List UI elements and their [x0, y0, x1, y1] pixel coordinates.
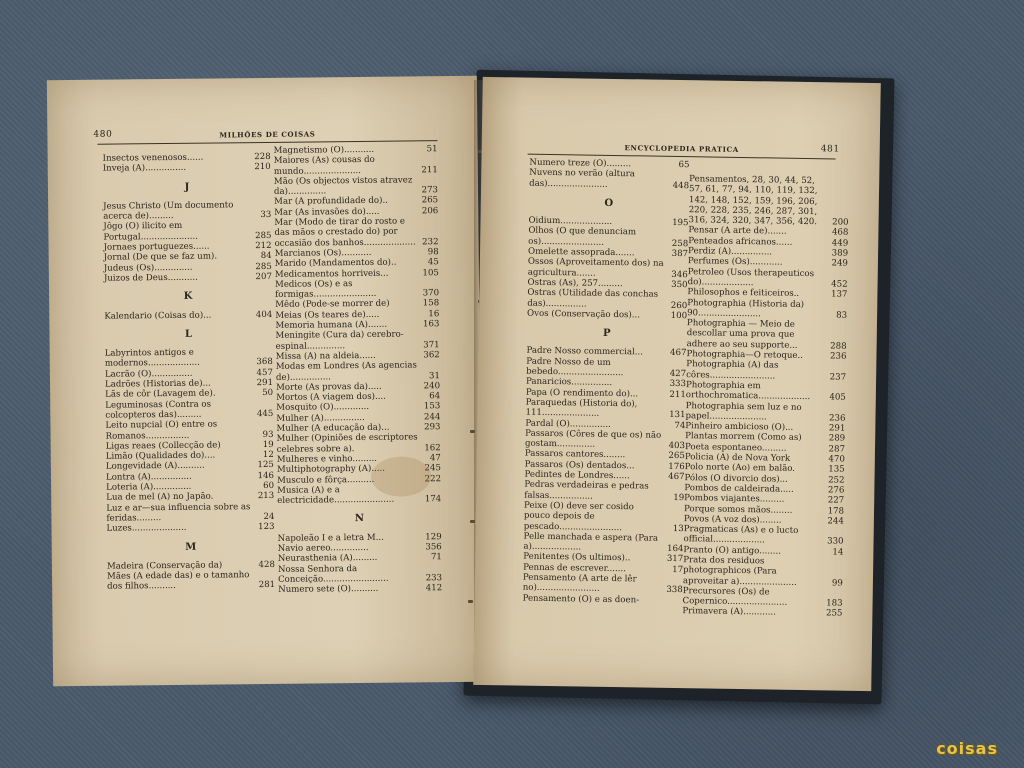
index-entry [107, 570, 275, 592]
index-entry-title: Plantas morrem (Como as) [685, 431, 802, 444]
left-index-column-2 [274, 144, 443, 595]
index-entry-page: 222 [424, 473, 442, 484]
index-entry [106, 502, 274, 524]
index-entry-page: 289 [828, 433, 846, 445]
index-entry-title: Passaros cantores........ [524, 449, 626, 461]
index-entry-title: Meningite (Cura da) cerebro-espinal.............. [275, 329, 404, 352]
index-entry-page: 362 [423, 350, 440, 361]
index-entry [524, 501, 684, 534]
index-entry-page: 452 [831, 279, 848, 290]
index-entry-title: Pranto (O) antigo........ [683, 544, 782, 557]
index-entry-page: 162 [424, 442, 441, 453]
index-entry-page: 65 [678, 159, 690, 171]
index-section-letter: O [604, 197, 614, 209]
index-entry-page: 16 [428, 308, 440, 320]
index-entry-page: 99 [831, 578, 843, 589]
index-entry-page: 207 [255, 271, 272, 283]
index-entry-page: 368 [256, 357, 273, 368]
index-entry-title: Mulher (A educação da)... [276, 422, 390, 434]
binding-stitch [470, 520, 475, 523]
index-section-letter: P [602, 327, 611, 340]
index-entry [527, 308, 687, 321]
index-entry-title: Penteados africanos...... [688, 235, 793, 248]
left-page-number: 480 [93, 129, 113, 140]
index-entry-title: Judeus (Os).............. [103, 262, 193, 274]
right-index-column-1 [523, 158, 690, 606]
index-entry-page: 93 [262, 429, 274, 440]
index-entry-page: 252 [828, 474, 845, 486]
index-entry [106, 522, 274, 534]
index-entry-title: Neurasthenia (A)......... [277, 553, 378, 565]
index-entry-title: Pensamento (A arte de lêr no)....................... [522, 572, 637, 595]
index-entry-page: 233 [425, 573, 443, 584]
index-entry-title: Ladrões (Historias de)... [104, 378, 211, 390]
index-entry-title: Lãs de côr (Lavagem de). [105, 388, 216, 401]
index-entry-page: 285 [255, 230, 272, 241]
index-entry-page: 17 [672, 564, 684, 575]
index-entry-page: 33 [260, 210, 272, 221]
index-entry-title: Nossa Senhora da Conceição........................ [277, 563, 389, 585]
index-entry-title: Pensamento (O) e as doen- [522, 593, 640, 606]
index-entry-page: 84 [260, 251, 272, 262]
index-entry-title: Mortos (A viagem dos).... [276, 391, 386, 404]
index-entry [683, 524, 843, 547]
index-entry-title: Numero sete (O).......... [278, 583, 379, 596]
index-entry-title: Povos (A voz dos)........ [683, 513, 782, 526]
index-entry-page: 227 [827, 495, 845, 506]
index-entry-title: Leguminosas (Contra os colcopteros das)......... [105, 399, 212, 421]
index-entry [686, 380, 846, 403]
index-entry-page: 13 [672, 523, 684, 534]
index-entry-page: 273 [421, 185, 439, 196]
index-entry-title: Peixe (O) deve ser cosido pouco depois de pescado....................... [523, 500, 634, 533]
index-entry-title: Limão (Qualidades do).... [105, 450, 216, 462]
index-entry-page: 346 [671, 269, 688, 280]
index-entry-page: 135 [828, 464, 845, 475]
index-entry-page: 276 [827, 485, 845, 496]
index-entry [274, 154, 438, 176]
index-entry-page: 428 [258, 559, 275, 570]
index-entry-page: 210 [254, 162, 271, 173]
index-entry-title: Mães (A edade das) e o tamanho dos filhos.......... [106, 570, 250, 593]
index-entry [523, 573, 683, 596]
index-entry-page: 200 [832, 217, 849, 228]
index-entry-title: Missa (A) na aldeia...... [275, 350, 376, 362]
index-entry-title: Madeira (Conservação da) [106, 560, 223, 572]
index-entry-page: 125 [257, 460, 274, 471]
index-entry-page: 387 [671, 248, 689, 260]
index-entry-title: Leito nupcial (O) entre os Romanos................ [105, 419, 218, 442]
index-entry [103, 162, 271, 174]
index-entry [275, 278, 439, 300]
index-entry-title: Ovos (Conservação dos)... [527, 308, 641, 321]
index-entry-title: Pardal (O)............... [525, 418, 611, 430]
index-entry-page: 288 [830, 341, 847, 352]
index-entry-page: 285 [255, 261, 272, 272]
index-entry-page: 338 [666, 585, 683, 596]
index-entry-title: Pedintes de Londres...... [524, 469, 630, 482]
index-entry-page: 350 [671, 279, 688, 291]
index-entry-page: 74 [674, 420, 686, 431]
index-entry [528, 226, 688, 249]
index-entry-title: Insectos venenosos...... [102, 152, 204, 164]
index-entry-title: Jesus Christo (Um documento acerca de)......... [103, 200, 234, 222]
index-entry-page: 164 [666, 543, 684, 555]
index-entry-title: Magnetismo (O)........... [273, 144, 375, 156]
index-entry-page: 236 [828, 413, 846, 424]
index-entry-title: Lua de mel (A) no Japão. [106, 491, 214, 503]
index-entry-page: 249 [831, 258, 848, 270]
index-entry-page: 412 [425, 583, 443, 594]
index-entry-title: Padre Nosso de um bebedo........................ [526, 356, 624, 379]
left-index-column-1 [103, 152, 276, 592]
index-entry-title: Pensamentos, 28, 30, 44, 52, 57, 61, 77, 94, 110, 119, 132, 142, 148, 152, 159, 196, 206, 220, 228, 235, 246, 287, 301, 316, 324, 320, 347, 356, 420. [688, 174, 818, 228]
index-entry-title: Mar (As invasões do)..... [274, 206, 380, 218]
index-entry-page: 468 [831, 227, 849, 239]
index-entry-page: 47 [429, 453, 441, 464]
index-section-letter: L [184, 328, 193, 340]
index-entry [275, 330, 439, 352]
index-entry-title: Perfumes (Os)............ [687, 256, 783, 269]
index-entry-page: 146 [257, 470, 275, 481]
watermark-logo: coisas [936, 739, 998, 758]
index-entry-page: 153 [423, 401, 441, 412]
index-entry-title: Perdiz (A)............... [688, 246, 773, 258]
index-section-letter: J [184, 181, 190, 193]
binding-stitch [470, 430, 475, 433]
index-entry-title: Papa (O rendimento do)... [525, 387, 639, 400]
index-entry-page: 83 [836, 310, 848, 321]
index-entry-title: Ligas reaes (Collecção de) [105, 440, 221, 452]
index-entry-title: Memoria humana (A)....... [275, 319, 388, 331]
index-entry-title: Padre Nosso commercial... [526, 346, 644, 358]
index-entry-title: Passaros (Côres de que os) não gostam.............. [524, 428, 662, 450]
index-section-letter: M [185, 541, 197, 553]
index-entry-page: 176 [668, 461, 685, 472]
index-entry-page: 237 [829, 372, 847, 383]
index-entry-page: 265 [421, 195, 439, 206]
index-entry-title: Juizos de Deus........... [103, 272, 198, 284]
index-entry [104, 272, 272, 284]
index-entry-title: Photographia—O retoque.. [686, 349, 804, 362]
index-entry-page: 449 [831, 238, 849, 249]
index-entry [526, 356, 686, 379]
index-entry-page: 129 [425, 531, 442, 543]
index-entry [278, 563, 442, 585]
index-entry-title: Medicos (Os) e as formigas....................... [274, 278, 377, 301]
index-entry-title: Pólos (O divorcio dos)... [684, 472, 788, 485]
index-entry-title: Oidium................... [528, 215, 613, 228]
index-entry-title: Kalendario (Coisas do)... [104, 310, 212, 322]
index-entry-page: 158 [422, 298, 440, 309]
index-entry [687, 318, 847, 351]
index-entry-title: Nuvens no verão (altura das)...................... [529, 167, 636, 190]
index-entry [529, 168, 689, 191]
index-entry [523, 593, 683, 606]
index-entry-title: Medicamentos horriveis... [274, 268, 389, 280]
index-entry [104, 309, 272, 321]
index-entry-page: 178 [827, 505, 845, 517]
index-entry-page: 445 [256, 408, 274, 420]
index-entry-title: Philosophos e feiticeiros.. [687, 287, 800, 300]
binding-stitch [468, 600, 473, 603]
index-entry-title: Meias (Os teares de)..... [275, 309, 380, 321]
index-entry [685, 401, 845, 424]
index-entry-page: 389 [831, 248, 849, 259]
index-entry-page: 60 [263, 480, 275, 492]
index-entry-page: 64 [429, 391, 441, 402]
index-entry-page: 31 [428, 370, 441, 381]
index-entry-title: Modas em Londres (As agencias de)............... [275, 360, 417, 383]
index-entry-page: 244 [827, 516, 844, 527]
index-entry [105, 419, 273, 441]
index-entry-page: 211 [421, 164, 438, 175]
index-section-letter: N [354, 513, 365, 525]
index-entry-title: Poeta espontaneo......... [684, 441, 787, 454]
index-entry [688, 174, 849, 228]
index-entry-title: Inveja (A)............... [102, 163, 187, 174]
index-entry-page: 470 [828, 454, 845, 465]
index-entry [687, 298, 847, 321]
index-entry-title: Pombos viajantes......... [684, 493, 785, 505]
index-entry-title: Marido (Mandamentos do).. [274, 257, 397, 270]
index-entry-page: 245 [424, 463, 441, 474]
index-entry-page: 370 [422, 288, 440, 299]
index-entry [528, 257, 688, 280]
index-entry-page: 244 [423, 411, 441, 423]
index-entry-page: 105 [422, 267, 439, 278]
index-entry-page: 287 [828, 444, 846, 455]
index-entry-page: 19 [262, 439, 274, 450]
index-entry [527, 288, 687, 311]
index-entry-title: Primavera (A)............ [682, 606, 777, 619]
index-entry-title: Multiphotography (A)..... [276, 463, 386, 476]
index-entry-title: Ostras (As), 257......... [527, 277, 623, 290]
index-entry-title: Luzes.................... [106, 523, 187, 534]
index-entry-title: Precursores (Os) de Copernico...................... [682, 585, 788, 608]
index-entry-title: Luz e ar—sua influencia sobre as feridas......... [106, 501, 251, 524]
index-entry-title: Policia (A) de Nova York [684, 452, 791, 464]
index-entry [276, 360, 440, 382]
index-entry [274, 175, 438, 197]
index-entry-title: Ostras (Utilidade das conchas das)............... [527, 287, 659, 310]
index-entry-title: Panaricios............... [525, 376, 613, 389]
index-entry-page: 100 [670, 310, 688, 322]
index-entry-title: Pombos de caldeirada..... [684, 483, 794, 495]
index-entry-title: Photographia — Meio de descollar uma prova que adhere ao seu supporte... [686, 318, 798, 351]
index-entry-page: 71 [430, 552, 442, 563]
index-entry-title: Maiores (As) cousas do mundo..................... [273, 155, 375, 177]
index-entry-title: Ossos (Aproveitamento dos) na agricultura....... [527, 257, 664, 279]
index-entry [277, 432, 441, 454]
right-page-number: 481 [820, 144, 840, 155]
index-entry-page: 281 [258, 580, 276, 591]
index-entry [686, 359, 846, 382]
index-entry-title: Omelette assoprada....... [527, 246, 635, 259]
index-section-letter: K [183, 291, 193, 303]
index-entry-page: 131 [669, 410, 686, 421]
index-entry-page: 291 [828, 423, 846, 434]
right-page-header [528, 142, 840, 160]
index-entry-page: 427 [669, 368, 687, 380]
index-entry-page: 50 [262, 388, 274, 399]
index-entry-page: 240 [423, 380, 441, 392]
index-entry [524, 480, 684, 503]
index-entry-title: Marcianos (Os)........... [274, 247, 372, 259]
index-entry-page: 212 [255, 241, 272, 252]
index-entry [105, 347, 273, 369]
index-entry-title: Pelle manchada e aspera (Para a).................. [523, 531, 659, 553]
index-entry-title: Musculo e fôrça.......... [276, 474, 375, 486]
index-entry [525, 398, 685, 421]
index-entry-page: 19 [673, 492, 685, 503]
index-entry-page: 448 [672, 180, 690, 191]
index-entry-page: 293 [424, 422, 441, 433]
index-entry-title: Pennas de escrever....... [523, 562, 627, 574]
index-entry-title: Pedras verdadeiras e pedras falsas................ [524, 479, 649, 502]
index-entry-title: Passaros (Os) dentados... [524, 459, 635, 472]
index-entry [688, 267, 848, 290]
index-entry-page: 265 [668, 451, 685, 462]
index-entry-title: Mêdo (Pode-se morrer de) [275, 299, 390, 311]
index-entry-title: Mulher (Opiniões de escriptores celebres sobre a). [276, 432, 418, 455]
index-entry-page: 260 [670, 300, 688, 311]
index-entry-title: Mulher (A)............... [276, 412, 365, 424]
index-entry-page: 258 [671, 238, 689, 249]
index-entry-page: 232 [422, 236, 439, 248]
index-entry [103, 220, 271, 242]
index-entry-title: Longevidade (A).......... [105, 461, 205, 473]
index-entry-title: Mar (Modo de tirar do rosto e das mãos o crestado do) por occasião dos banhos................... [274, 216, 416, 249]
index-entry-page: 356 [425, 542, 442, 553]
index-entry-page: 45 [427, 257, 439, 268]
index-entry-title: Photographia em orthochromatica................... [685, 380, 811, 403]
index-entry-title: Labyrintos antigos e modernos................... [104, 347, 200, 370]
index-entry-title: Pinheiro ambicioso (O)... [685, 421, 794, 433]
index-entry-title: Pragmaticas (As) e o lucto official................... [683, 524, 799, 546]
index-entry-title: Mão (Os objectos vistos atravez da).............. [273, 175, 413, 198]
left-page [47, 76, 483, 686]
left-page-header [93, 128, 437, 145]
index-entry-title: Polo norte (Ao) em balão. [684, 462, 796, 475]
index-entry-page: 371 [423, 339, 440, 350]
index-entry-title: Photographia sem luz e no papel..................... [685, 400, 802, 423]
index-entry-page: 213 [257, 491, 275, 502]
index-entry-page: 467 [668, 471, 685, 483]
index-entry-page: 123 [258, 522, 275, 533]
index-entry-page: 24 [263, 511, 275, 522]
index-entry-page: 236 [829, 351, 847, 362]
index-entry-page: 404 [255, 309, 273, 320]
index-entry-title: Morte (As provas da)..... [276, 381, 382, 393]
index-entry-page: 333 [669, 379, 687, 390]
index-entry-title: Jornal (De que se faz um). [103, 251, 218, 264]
index-entry [682, 607, 842, 620]
index-entry-page: 457 [256, 367, 273, 378]
index-entry-page: 255 [825, 608, 843, 620]
index-entry [274, 216, 438, 249]
index-entry-title: Loteria (A).............. [106, 481, 192, 493]
index-entry-title: Mulheres e vinho......... [276, 453, 378, 465]
index-entry-title: Navio aereo.............. [277, 542, 369, 554]
index-entry-page: 183 [826, 598, 843, 609]
index-entry-title: Penitentes (Os ultimos).. [523, 551, 631, 564]
index-entry-title: Photographia (A) das côres........................ [686, 359, 779, 382]
index-entry-title: Paraquedas (Historia do), 111..................... [525, 397, 638, 420]
right-page [473, 77, 881, 691]
index-entry-page: 206 [421, 205, 439, 217]
index-entry-page: 228 [254, 151, 271, 163]
index-entry [103, 200, 271, 222]
index-entry-title: Jôgo (O) ilicito em Portugal..................... [103, 221, 198, 243]
index-entry-page: 51 [426, 144, 438, 155]
index-entry-page: 291 [256, 377, 274, 389]
index-entry-page: 174 [424, 494, 442, 505]
index-entry-page: 467 [669, 348, 687, 359]
index-entry [278, 583, 442, 595]
index-entry [683, 555, 843, 588]
index-entry-page: 14 [832, 547, 844, 558]
index-entry [525, 428, 685, 451]
index-entry-page: 195 [672, 218, 689, 229]
index-entry-page: 12 [262, 450, 274, 461]
right-running-head: ENCYCLOPEDIA PRATICA [624, 143, 739, 154]
index-entry-page: 317 [666, 554, 684, 565]
index-entry-title: Musica (A) e a electricidade...................... [277, 485, 395, 506]
index-entry [105, 399, 273, 421]
index-entry-title: Jornaes portuguezes...... [103, 241, 210, 253]
index-entry-page: 163 [422, 319, 440, 330]
index-entry-title: Mosquito (O)............. [276, 402, 370, 414]
index-entry-page: 403 [668, 441, 686, 452]
index-entry-page: 98 [427, 247, 439, 258]
index-entry-title: Napoleão I e a letra M... [277, 532, 384, 544]
index-entry-title: Porque somos mãos........ [683, 503, 793, 516]
index-entry-title: Petroleo (Usos therapeuticos do)................... [687, 266, 815, 289]
index-entry-page: 330 [827, 536, 844, 548]
index-entry-title: Prata dos residuos photographicos (Para aproveitar a)..................... [682, 555, 797, 588]
index-entry-title: Lontra (A)............... [105, 471, 192, 483]
index-entry-title: Numero treze (O)......... [529, 157, 632, 170]
index-entry-page: 405 [829, 392, 846, 403]
index-entry-title: Lacrão (O)............... [104, 368, 193, 380]
index-entry-title: Photographia (Historia da) 90....................... [687, 297, 805, 320]
index-entry-title: Mar (A profundidade do).. [274, 196, 388, 208]
left-running-head: MILHÕES DE COISAS [219, 129, 316, 140]
right-index-column-2 [682, 174, 849, 619]
index-entry-page: 137 [830, 289, 848, 300]
index-entry-page: 211 [669, 389, 686, 400]
index-entry-title: Olhos (O que denunciam os)....................... [528, 226, 637, 248]
index-entry-title: Pensar (A arte de)....... [688, 225, 787, 238]
